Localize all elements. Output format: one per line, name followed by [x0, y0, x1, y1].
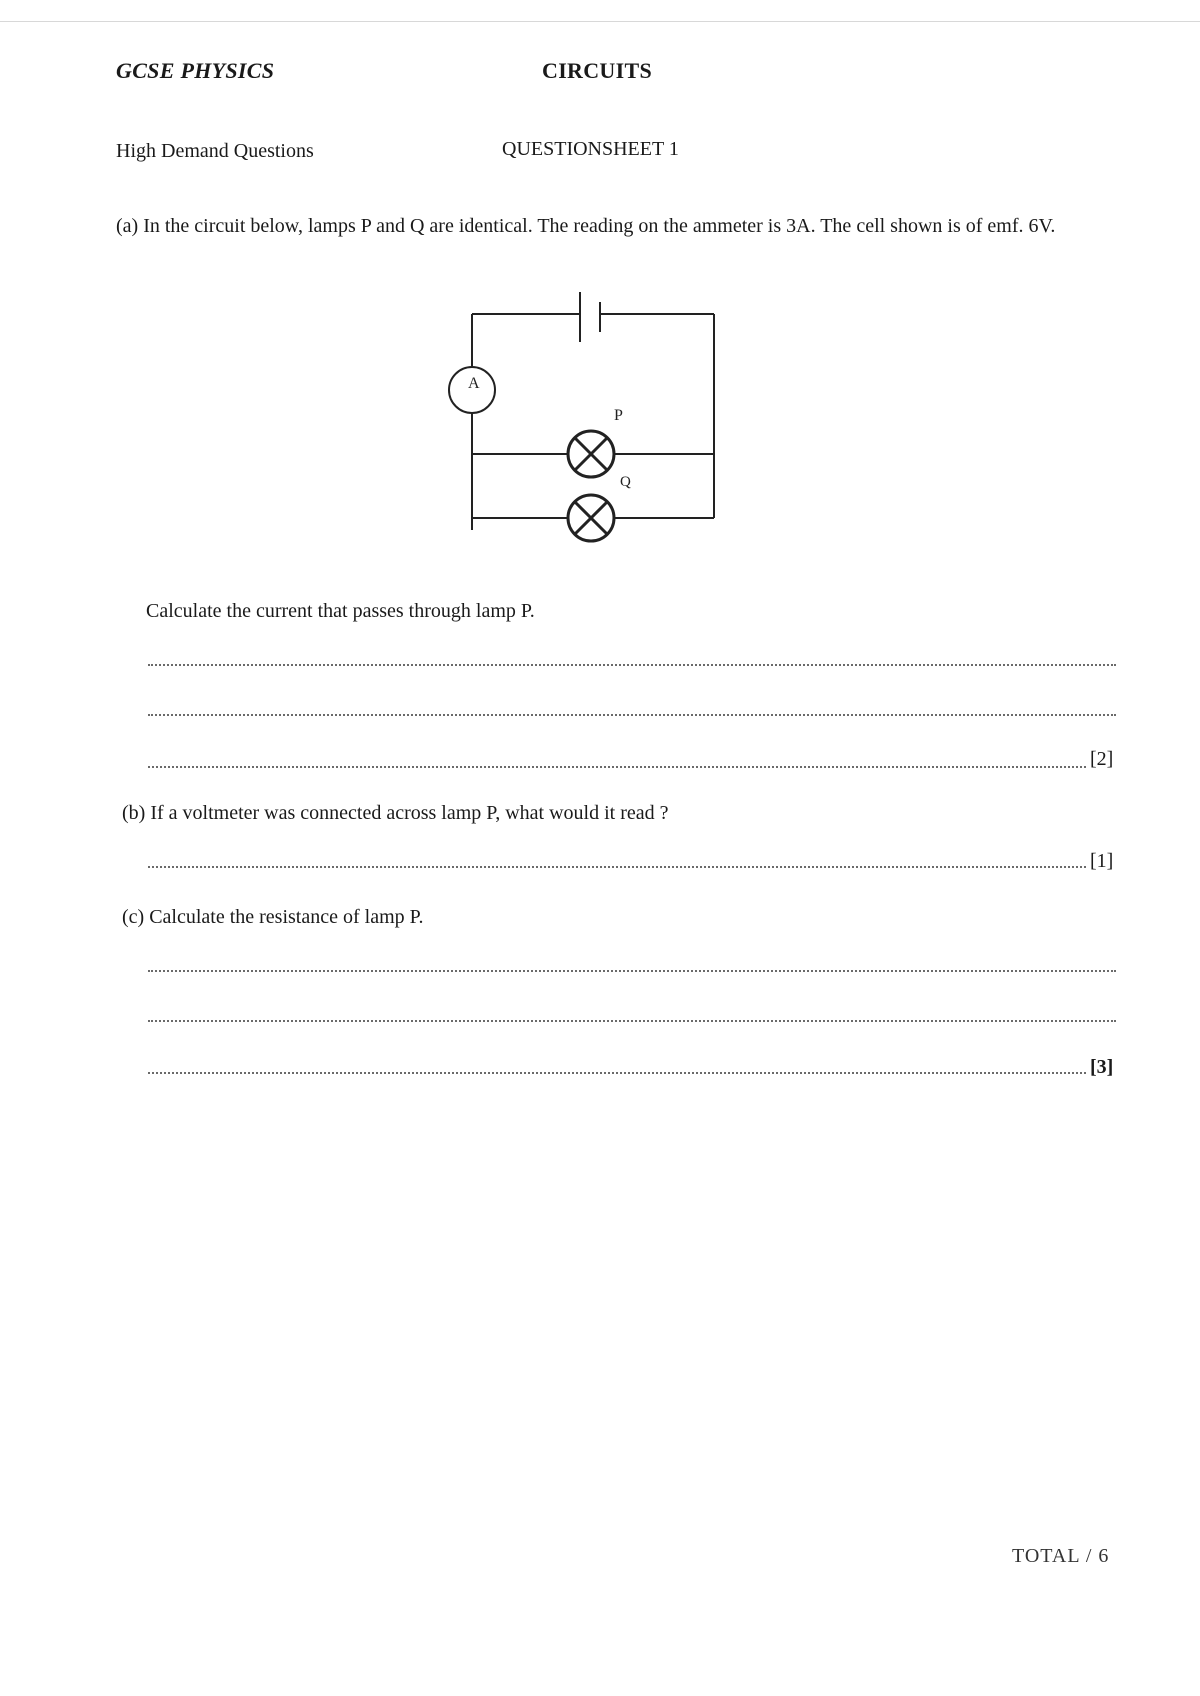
marks-a: [2] [1090, 748, 1114, 770]
ammeter [449, 367, 495, 413]
question-level: High Demand Questions [116, 140, 314, 162]
subject-title: GCSE PHYSICS [116, 58, 275, 83]
page-top-rule [0, 21, 1200, 22]
answer-line-c2[interactable] [148, 1020, 1116, 1022]
questionsheet-number: QUESTIONSHEET 1 [502, 138, 679, 160]
answer-line-c1[interactable] [148, 970, 1116, 972]
lamp-q-label: Q [620, 474, 631, 490]
answer-line-a1[interactable] [148, 664, 1116, 666]
lamp-p-label: P [614, 407, 623, 424]
marks-b: [1] [1090, 850, 1114, 872]
lamp-q [568, 495, 614, 541]
question-a-text: (a) In the circuit below, lamps P and Q are identical. The reading on the ammeter is 3A. The cell shown is of emf. 6V. [116, 215, 1056, 237]
circuit-diagram [440, 280, 740, 550]
marks-c: [3] [1090, 1056, 1114, 1078]
answer-line-c3[interactable] [148, 1072, 1086, 1074]
lamp-p [568, 431, 614, 477]
answer-line-a2[interactable] [148, 714, 1116, 716]
total-marks: TOTAL / 6 [1012, 1545, 1110, 1567]
ammeter-label: A [468, 375, 480, 392]
question-a [116, 212, 1116, 240]
answer-line-a3[interactable] [148, 766, 1086, 768]
question-c-text: (c) Calculate the resistance of lamp P. [122, 906, 424, 928]
question-a-prompt: Calculate the current that passes through lamp P. [146, 600, 535, 622]
answer-line-b1[interactable] [148, 866, 1086, 868]
question-b-text: (b) If a voltmeter was connected across lamp P, what would it read ? [122, 802, 669, 824]
topic-title: CIRCUITS [542, 58, 652, 83]
